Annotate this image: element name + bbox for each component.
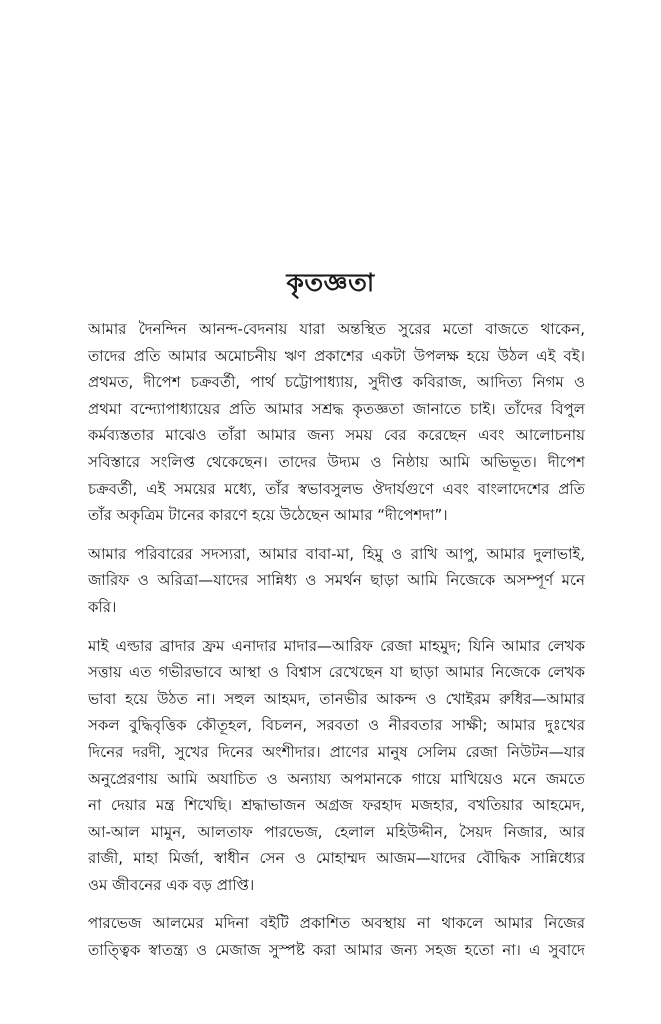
text-line: আমার পরিবারের সদস্যরা, আমার বাবা-মা, হিমু ও রাখি আপু, আমার দুলাভাই,	[88, 544, 585, 563]
text-line: আমার দৈনন্দিন আনন্দ-বেদনায় যারা অন্তস্থিত সুরের মতো বাজতে থাকেন,	[88, 320, 585, 338]
text-line: সবিস্তারে সংলিপ্ত থেকেছেন। তাদের উদ্যম ও নিষ্ঠায় আমি অভিভূত। দীপেশ	[88, 452, 585, 471]
text-line: তাত্ত্বিক স্বাতন্ত্র্য ও মেজাজ সুস্পষ্ট করা আমার জন্য সহজ হতো না। এ সুবাদে	[88, 941, 585, 960]
text-line: রাজী, মাহা মির্জা, স্বাধীন সেন ও মোহাম্মদ আজম—যাদের বৌদ্ধিক সান্নিধ্যের	[88, 849, 585, 868]
text-line: ওম জীবনের এক বড় প্রাপ্তি।	[88, 875, 255, 894]
text-line: চক্রবর্তী, এই সময়ের মধ্যে, তাঁর স্বভাবসুলভ ঔদার্যগুণে এবং বাংলাদেশের প্রতি	[88, 479, 585, 498]
body-text	[88, 316, 585, 976]
text-line: পারভেজ আলমের মদিনা বইটি প্রকাশিত অবস্থায় না থাকলে আমার নিজের	[88, 914, 585, 933]
text-line: করি।	[88, 597, 117, 616]
text-line: কর্মব্যস্ততার মাঝেও তাঁরা আমার জন্য সময় বের করেছেন এবং আলোচনায়	[88, 426, 585, 445]
text-line: মাই এল্ডার ব্রাদার ফ্রম এনাদার মাদার—আরিফ রেজা মাহমুদ; যিনি আমার লেখক	[88, 636, 585, 655]
page-title: কৃতজ্ঞতা	[286, 267, 375, 297]
text-line: জারিফ ও অরিত্রা—যাদের সান্নিধ্য ও সমর্থন ছাড়া আমি নিজেকে অসম্পূর্ণ মনে	[88, 571, 585, 590]
text-line: না দেয়ার মন্ত্র শিখেছি। শ্রদ্ধাভাজন অগ্রজ ফরহাদ মজহার, বখতিয়ার আহমেদ,	[88, 796, 585, 815]
text-line: তাদের প্রতি আমার অমোচনীয় ঋণ প্রকাশের একটা উপলক্ষ হয়ে উঠল এই বই।	[88, 346, 585, 365]
paragraph-3	[88, 633, 585, 899]
text-line: ভাবা হয়ে উঠত না। সহুল আহমদ, তানভীর আকন্দ ও খোইরম রুধির—আমার	[88, 689, 585, 708]
text-line: সত্তায় এত গভীরভাবে আস্থা ও বিশ্বাস রেখেছেন যা ছাড়া আমার নিজেকে লেখক	[88, 663, 585, 682]
text-line: প্রথমত, দীপেশ চক্রবর্তী, পার্থ চট্টোপাধ্যায়, সুদীপ্ত কবিরাজ, আদিত্য নিগম ও	[88, 373, 585, 392]
text-line: প্রথমা বন্দ্যোপাধ্যায়ের প্রতি আমার সশ্রদ্ধ কৃতজ্ঞতা জানাতে চাই। তাঁদের বিপুল	[88, 399, 585, 418]
paragraph-4	[88, 910, 585, 963]
text-line: আ-আল মামুন, আলতাফ পারভেজ, হেলাল মহিউদ্দীন, সৈয়দ নিজার, আর	[88, 822, 585, 841]
text-line: তাঁর অকৃত্রিম টানের কারণে হয়ে উঠেছেন আমার “দীপেশদা”।	[88, 506, 448, 525]
text-line: সকল বুদ্ধিবৃত্তিক কৌতূহল, বিচলন, সরবতা ও নীরবতার সাক্ষী; আমার দুঃখের	[88, 716, 585, 735]
paragraph-2	[88, 541, 585, 621]
text-line: দিনের দরদী, সুখের দিনের অংশীদার। প্রাণের মানুষ সেলিম রেজা নিউটন—যার	[88, 742, 585, 761]
paragraph-1	[88, 316, 585, 529]
text-line: অনুপ্রেরণায় আমি অযাচিত ও অন্যায্য অপমানকে গায়ে মাখিয়েও মনে জমতে	[88, 769, 585, 788]
